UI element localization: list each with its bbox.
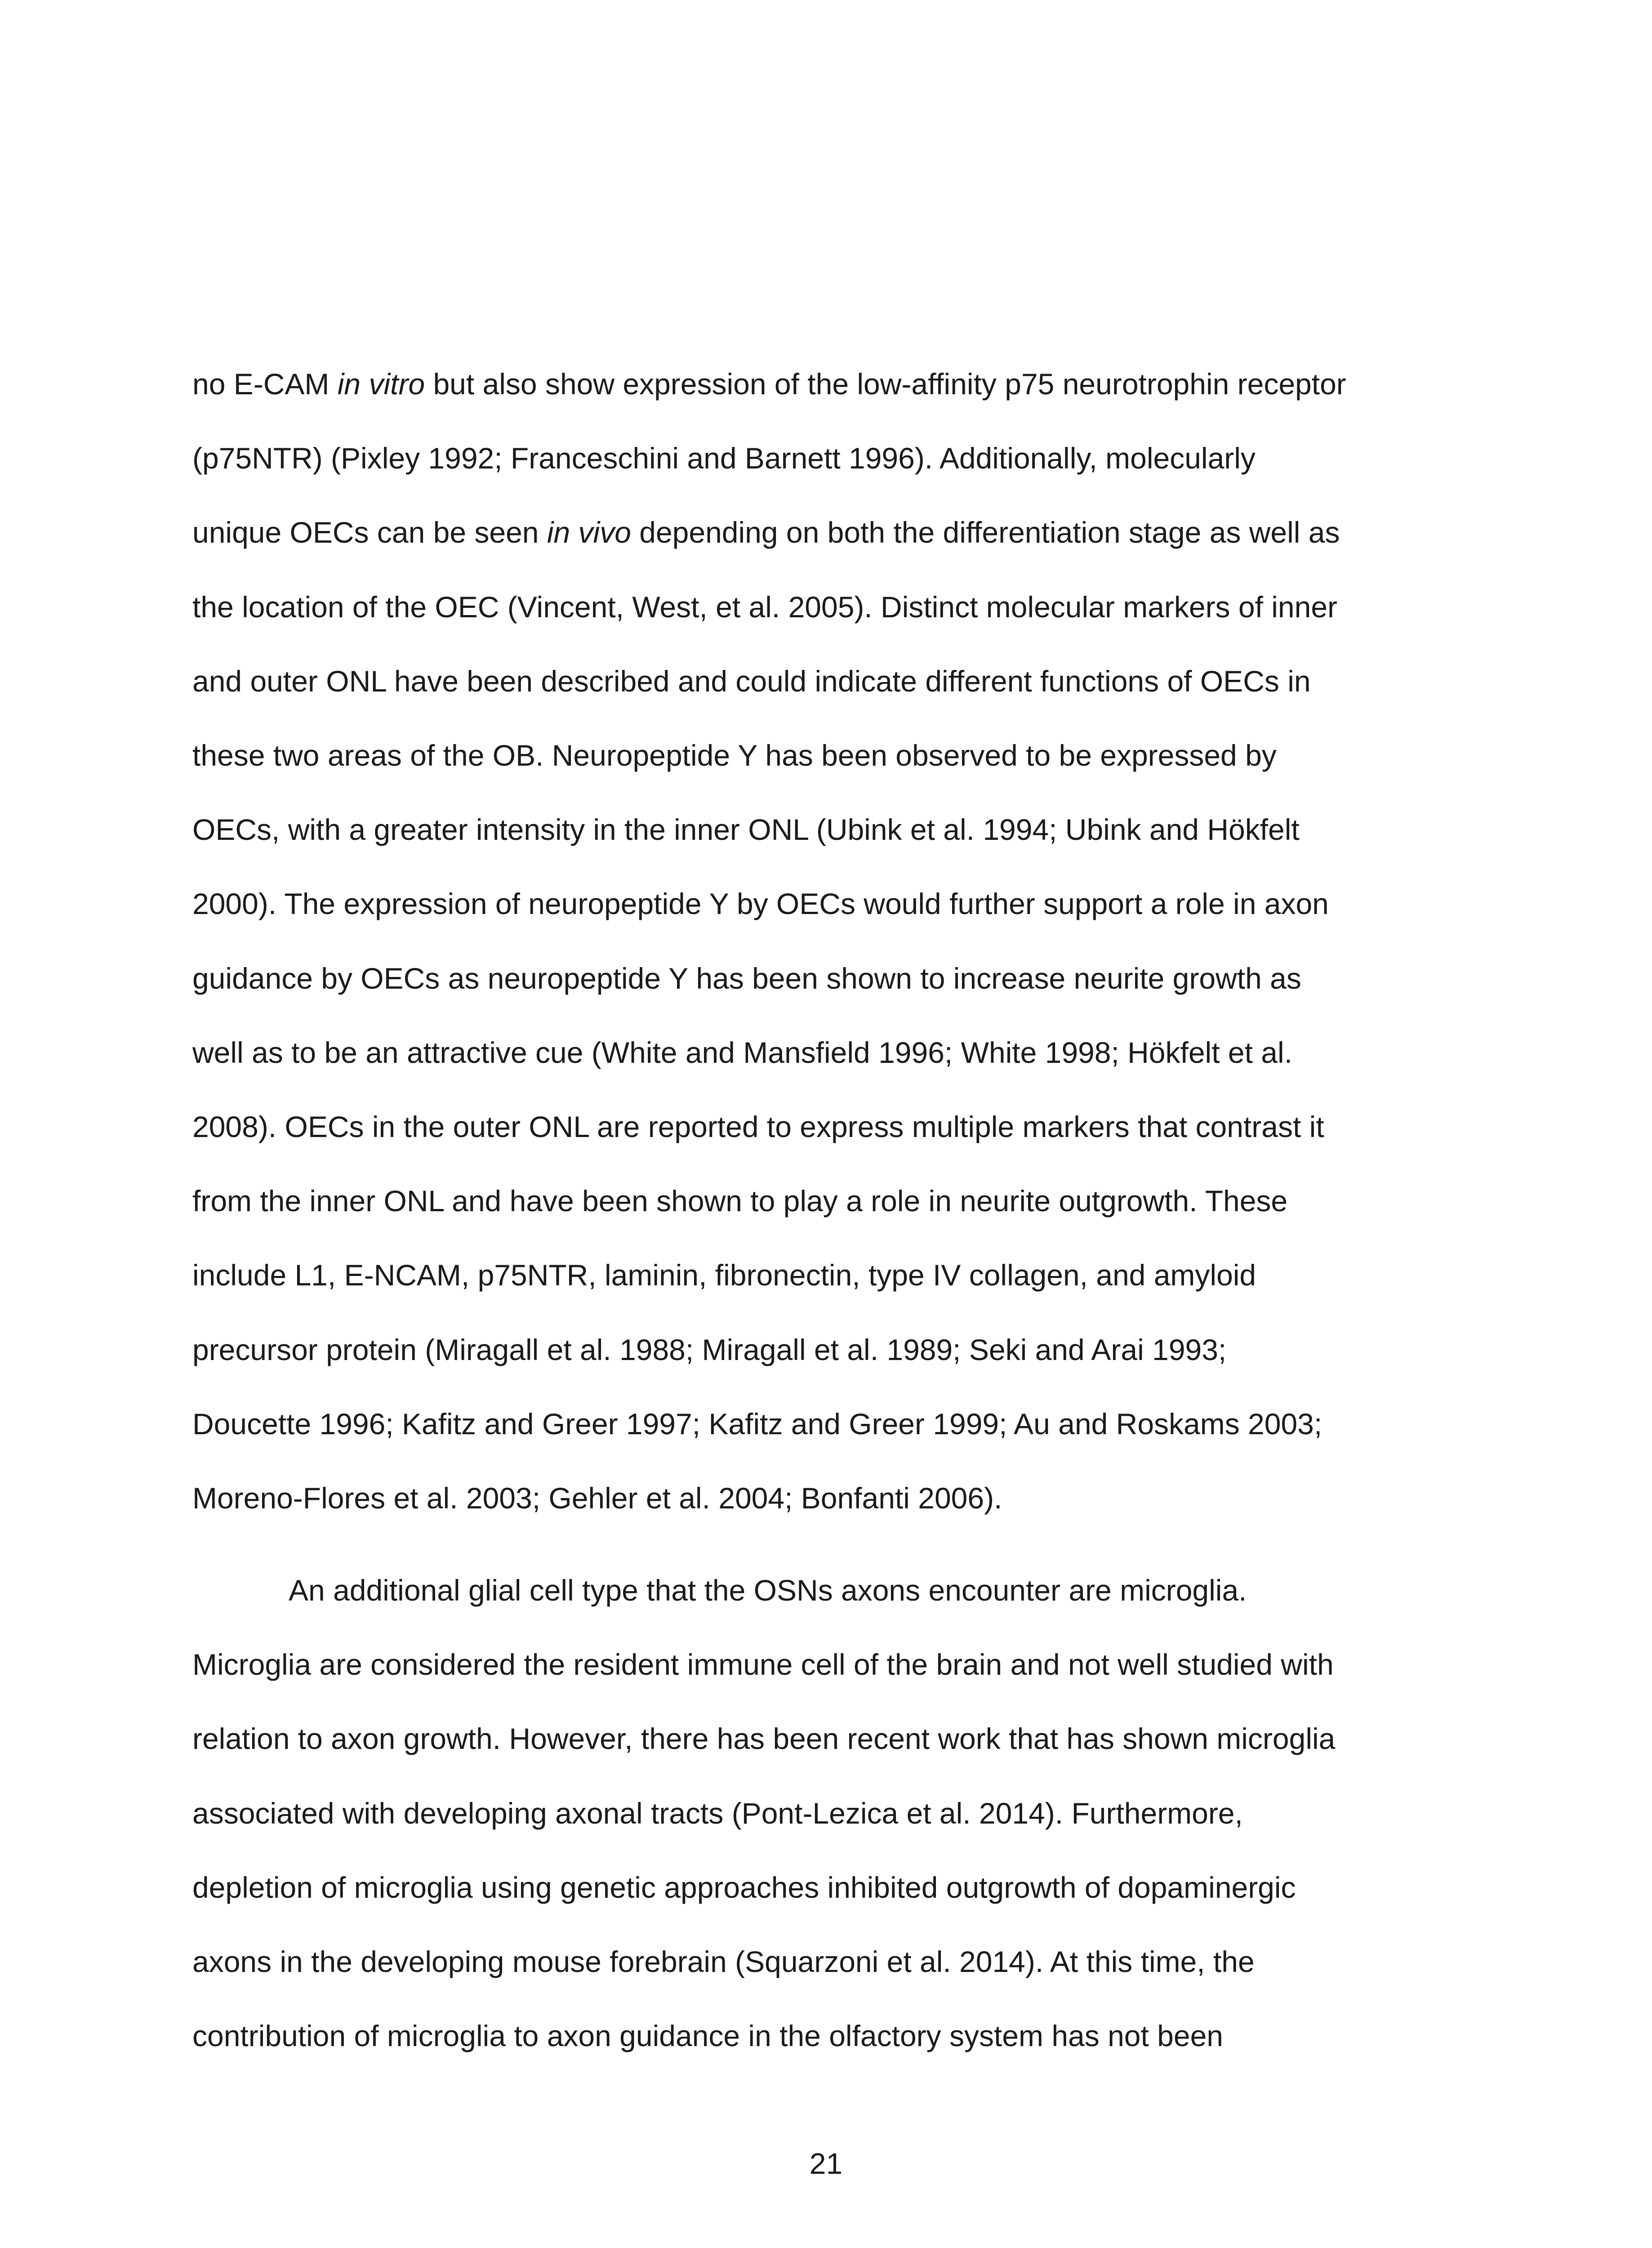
text-line bbox=[192, 589, 1337, 625]
italic-text: in vivo bbox=[547, 516, 631, 549]
text-run: from the inner ONL and have been shown to play a role in neurite outgrowth. These bbox=[192, 1184, 1288, 1218]
text-run: guidance by OECs as neuropeptide Y has been shown to increase neurite growth as bbox=[192, 961, 1301, 995]
text-run: well as to be an attractive cue (White and Mansfield 1996; White 1998; Hökfelt et al. bbox=[192, 1035, 1292, 1069]
text-line bbox=[192, 2018, 1223, 2054]
text-run: the location of the OEC (Vincent, West, et al. 2005). Distinct molecular markers of inner bbox=[192, 590, 1338, 624]
text-line bbox=[192, 514, 1340, 550]
text-run: relation to axon growth. However, there has been recent work that has shown microglia bbox=[192, 1722, 1336, 1756]
text-run: and outer ONL have been described and could indicate different functions of OECs in bbox=[192, 664, 1311, 698]
text-line bbox=[192, 1257, 1256, 1293]
text-run: axons in the developing mouse forebrain (Squarzoni et al. 2014). At this time, the bbox=[192, 1945, 1255, 1978]
text-line bbox=[192, 1721, 1335, 1757]
text-line bbox=[192, 1646, 1334, 1682]
text-run: An additional glial cell type that the OSNs axons encounter are microglia. bbox=[289, 1574, 1247, 1607]
text-line bbox=[192, 1944, 1255, 1980]
text-run: depletion of microglia using genetic approaches inhibited outgrowth of dopaminergic bbox=[192, 1870, 1296, 1904]
text-run: 2008). OECs in the outer ONL are reported to express multiple markers that contrast it bbox=[192, 1110, 1324, 1143]
text-line bbox=[192, 812, 1300, 847]
text-run: Moreno-Flores et al. 2003; Gehler et al. 2004; Bonfanti 2006). bbox=[192, 1481, 1002, 1515]
text-line bbox=[192, 1869, 1296, 1905]
text-line bbox=[192, 663, 1311, 699]
text-line bbox=[192, 1795, 1243, 1831]
page-number: 21 bbox=[809, 2147, 843, 2180]
text-run: unique OECs can be seen bbox=[192, 516, 547, 549]
italic-text: in vitro bbox=[337, 367, 425, 401]
text-run: contribution of microglia to axon guidance in the olfactory system has not been bbox=[192, 2019, 1223, 2053]
text-run: 2000). The expression of neuropeptide Y by OECs would further support a role in axon bbox=[192, 887, 1329, 921]
text-run: include L1, E-NCAM, p75NTR, laminin, fibronectin, type IV collagen, and amyloid bbox=[192, 1258, 1256, 1292]
text-line bbox=[192, 1406, 1322, 1442]
text-line bbox=[192, 1332, 1226, 1368]
text-run: Doucette 1996; Kafitz and Greer 1997; Kafitz and Greer 1999; Au and Roskams 2003; bbox=[192, 1407, 1322, 1441]
text-run: these two areas of the OB. Neuropeptide Y has been observed to be expressed by bbox=[192, 739, 1277, 772]
text-line bbox=[192, 886, 1329, 922]
text-line bbox=[192, 1183, 1287, 1219]
text-run: depending on both the differentiation stage as well as bbox=[631, 516, 1340, 549]
text-run: associated with developing axonal tracts (Pont-Lezica et al. 2014). Furthermore, bbox=[192, 1796, 1243, 1830]
text-run: OECs, with a greater intensity in the inner ONL (Ubink et al. 1994; Ubink and Hökfelt bbox=[192, 813, 1300, 847]
text-run: no E-CAM bbox=[192, 367, 338, 401]
text-run: precursor protein (Miragall et al. 1988; Miragall et al. 1989; Seki and Arai 1993; bbox=[192, 1333, 1227, 1366]
text-line bbox=[289, 1572, 1247, 1608]
text-line bbox=[192, 960, 1301, 996]
text-run: but also show expression of the low-affinity p75 neurotrophin receptor bbox=[425, 367, 1346, 401]
text-line bbox=[192, 366, 1346, 402]
text-line bbox=[192, 1035, 1292, 1070]
text-line bbox=[192, 440, 1256, 476]
text-line bbox=[192, 1109, 1324, 1145]
text-line bbox=[192, 737, 1277, 773]
text-run: Microglia are considered the resident immune cell of the brain and not well studied with bbox=[192, 1648, 1334, 1682]
text-run: (p75NTR) (Pixley 1992; Franceschini and Barnett 1996). Additionally, molecularly bbox=[192, 442, 1256, 475]
text-line bbox=[192, 1480, 1002, 1516]
